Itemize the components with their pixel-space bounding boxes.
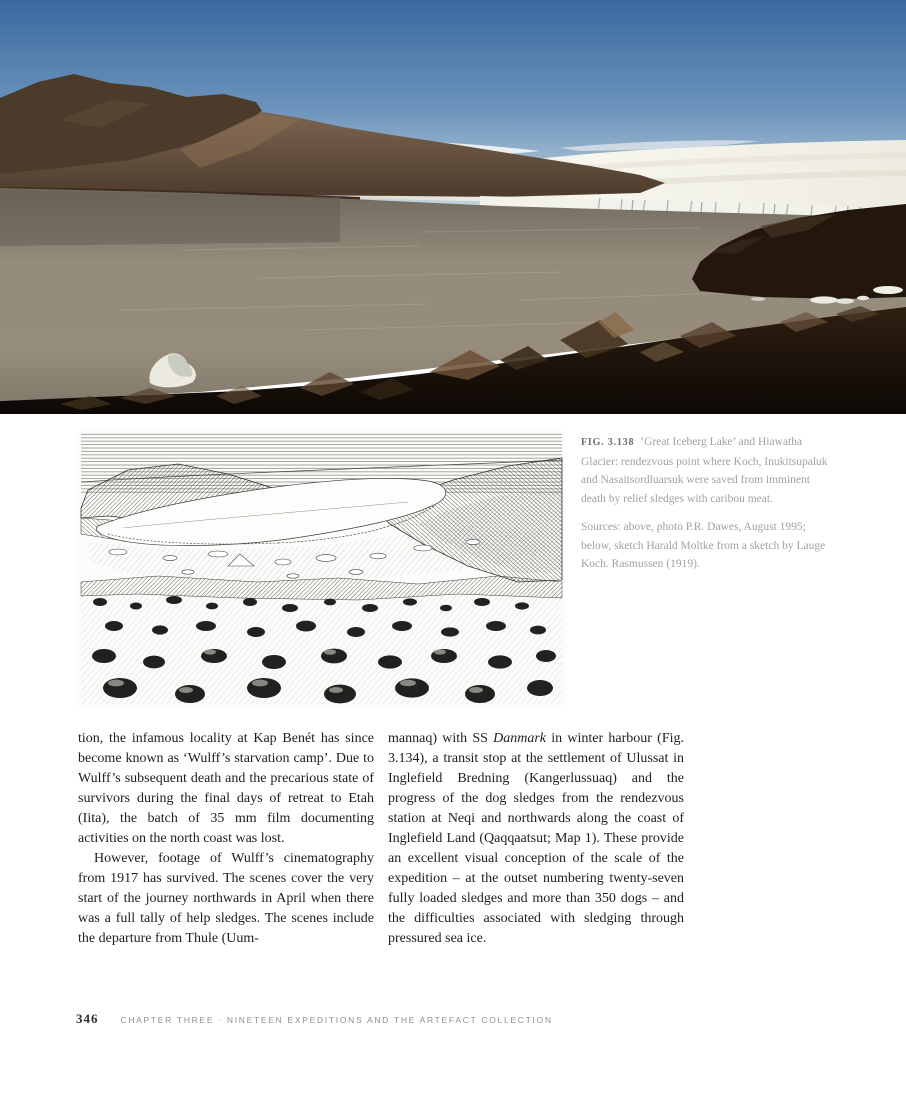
glacier-photo xyxy=(0,0,906,414)
caption-sources: Sources: above, photo P.R. Dawes, August 1995; below, sketch Harald Moltke from a sketch by Lauge Koch. Rasmussen (1919). xyxy=(581,521,826,570)
figure-caption xyxy=(581,433,833,574)
running-title: CHAPTER THREE · NINETEEN EXPEDITIONS AND THE ARTEFACT COLLECTION xyxy=(120,1015,553,1025)
paragraph: mannaq) with SS Danmark in winter harbour (Fig. 3.134), a transit stop at the settlement of Ulussat in Inglefield Bredning (Kangerlussuaq) and the progress of the dog sledges from the rendezvous station at Neqi and northwards along the coast of Inglefield Land (Qaqqaatsut; Map 1). These provide an excellent visual conception of the scale of the expedition – at the outset numbering twenty-seven fully loaded sledges and more than 350 dogs – and the difficulties associated with sledging through pressured sea ice. xyxy=(388,731,684,946)
paragraph: However, footage of Wulff’s cinematography from 1917 has survived. The scenes cover the very start of the journey northwards in April when there was a full tally of help sledges. The scenes include the departure from Thule (Uum- xyxy=(78,851,374,946)
caption-body: ‘Great Iceberg Lake’ and Hiawatha Glacier: rendezvous point where Koch, Inukitsupaluk and Nasaitsordluarsuk were saved from imminent death by relief sledges with caribou meat. xyxy=(581,436,828,505)
moltke-sketch xyxy=(78,430,565,707)
figure-label: FIG. 3.138 xyxy=(581,437,635,448)
paragraph: tion, the infamous locality at Kap Benét has since become known as ‘Wulff’s starvation camp’. Due to Wulff’s subsequent death and the precarious state of survivors during the final days of retreat to Etah (Iita), the batch of 35 mm film documenting activities on the north coast was lost. xyxy=(78,731,374,846)
text-column-left xyxy=(78,729,374,949)
text-column-right xyxy=(388,729,684,949)
caption-text xyxy=(581,433,833,508)
page-footer xyxy=(76,1011,553,1027)
page-number: 346 xyxy=(76,1011,99,1026)
sketch-boulder-field xyxy=(81,590,562,704)
